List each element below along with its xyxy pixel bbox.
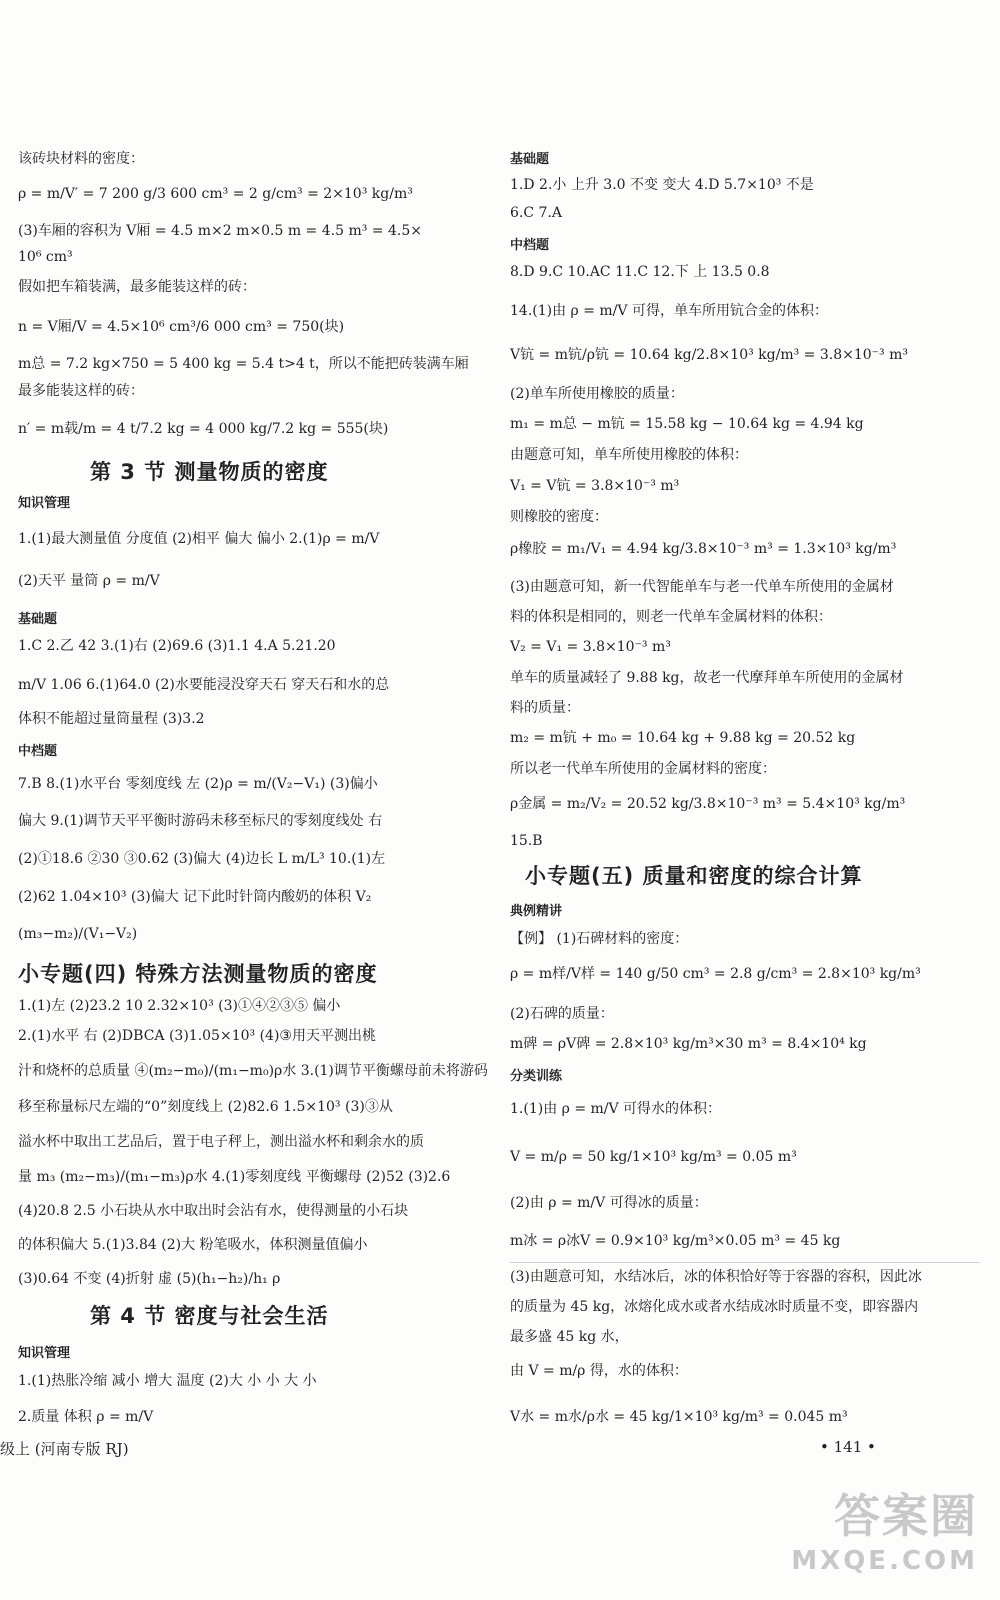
answer-line: 该砖块材料的密度：	[18, 151, 144, 167]
subsection-label: 中档题	[510, 238, 550, 253]
answer-line: 由题意可知，单车所使用橡胶的体积：	[510, 447, 748, 463]
answer-line: 2.质量 体积 ρ = m/V	[18, 1409, 154, 1425]
answer-line: m冰 = ρ冰V = 0.9×10³ kg/m³×0.05 m³ = 45 kg	[510, 1233, 841, 1249]
answer-line: V₂ = V₁ = 3.8×10⁻³ m³	[510, 639, 671, 655]
answer-line: 假如把车箱装满，最多能装这样的砖：	[18, 279, 256, 295]
answer-line: (m₃−m₂)/(V₁−V₂)	[18, 926, 138, 942]
section-heading: 第 3 节 测量物质的密度	[90, 460, 329, 484]
answer-line: ρ = m/V′ = 7 200 g/3 600 cm³ = 2 g/cm³ = 2×10³ kg/m³	[18, 186, 413, 202]
answer-line: m碑 = ρV碑 = 2.8×10³ kg/m³×30 m³ = 8.4×10⁴ kg	[510, 1036, 867, 1052]
answer-line: 量 m₃ (m₂−m₃)/(m₁−m₃)ρ水 4.(1)零刻度线 平衡螺母 (2)52 (3)2.6	[18, 1169, 451, 1185]
answer-line: (2)由 ρ = m/V 可得冰的质量：	[510, 1195, 708, 1211]
answer-line: 溢水杯中取出工艺品后，置于电子秤上，测出溢水杯和剩余水的质	[18, 1134, 424, 1150]
subsection-label: 典例精讲	[510, 904, 563, 919]
answer-line: V水 = m水/ρ水 = 45 kg/1×10³ kg/m³ = 0.045 m³	[510, 1409, 848, 1425]
answer-line: (2)62 1.04×10³ (3)偏大 记下此时针筒内酸奶的体积 V₂	[18, 889, 372, 905]
answer-line: 2.(1)水平 右 (2)DBCA (3)1.05×10³ (4)③用天平测出桃	[18, 1028, 376, 1044]
answer-line: (2)①18.6 ②30 ③0.62 (3)偏大 (4)边长 L m/L³ 10.(1)左	[18, 851, 386, 867]
answer-line: m/V 1.06 6.(1)64.0 (2)水要能浸没穿天石 穿天石和水的总	[18, 677, 390, 693]
subsection-label: 基础题	[510, 152, 550, 167]
answer-line: n′ = m载/m = 4 t/7.2 kg = 4 000 kg/7.2 kg = 555(块)	[18, 421, 389, 437]
answer-line: 1.(1)热胀冷缩 减小 增大 温度 (2)大 小 小 大 小	[18, 1373, 317, 1389]
answer-line: 移至称量标尺左端的“0”刻度线上 (2)82.6 1.5×10³ (3)③从	[18, 1099, 393, 1115]
answer-line: m₂ = m钪 + m₀ = 10.64 kg + 9.88 kg = 20.52 kg	[510, 730, 856, 746]
section-divider	[510, 1262, 980, 1263]
answer-line: 7.B 8.(1)水平台 零刻度线 左 (2)ρ = m/(V₂−V₁) (3)偏小	[18, 776, 378, 792]
answer-line: 1.D 2.小 上升 3.0 不变 变大 4.D 5.7×10³ 不是	[510, 177, 814, 193]
subsection-label: 知识管理	[18, 496, 71, 511]
answer-line: 料的体积是相同的，则老一代单车金属材料的体积：	[510, 609, 832, 625]
subsection-label: 基础题	[18, 612, 58, 627]
answer-line: (3)车厢的容积为 V厢 = 4.5 m×2 m×0.5 m = 4.5 m³ = 4.5×	[18, 223, 422, 239]
answer-line: 最多盛 45 kg 水，	[510, 1329, 629, 1345]
answer-line: n = V厢/V = 4.5×10⁶ cm³/6 000 cm³ = 750(块)	[18, 319, 345, 335]
answer-line: (3)由题意可知，新一代智能单车与老一代单车所使用的金属材	[510, 579, 894, 595]
answer-line: m₁ = m总 − m钪 = 15.58 kg − 10.64 kg = 4.94 kg	[510, 416, 864, 432]
answer-line: (3)0.64 不变 (4)折射 虚 (5)(h₁−h₂)/h₁ ρ	[18, 1271, 281, 1287]
page-number: • 141 •	[820, 1438, 876, 1456]
answer-line: 8.D 9.C 10.AC 11.C 12.下 上 13.5 0.8	[510, 264, 770, 280]
answer-line: 【例】 (1)石碑材料的密度：	[510, 931, 689, 947]
answer-line: (4)20.8 2.5 小石块从水中取出时会沾有水，使得测量的小石块	[18, 1203, 409, 1219]
answer-line: 单车的质量减轻了 9.88 kg，故老一代摩拜单车所使用的金属材	[510, 670, 904, 686]
answer-line: 1.(1)由 ρ = m/V 可得水的体积：	[510, 1101, 722, 1117]
answer-line: (2)石碑的质量：	[510, 1006, 614, 1022]
answer-line: 汁和烧杯的总质量 ④(m₂−m₀)/(m₁−m₀)ρ水 3.(1)调节平衡螺母前未将游码	[18, 1063, 488, 1079]
answer-line: ρ = m样/V样 = 140 g/50 cm³ = 2.8 g/cm³ = 2.8×10³ kg/m³	[510, 966, 921, 982]
answer-line: V₁ = V钪 = 3.8×10⁻³ m³	[510, 478, 680, 494]
answer-line: (2)单车所使用橡胶的质量：	[510, 386, 684, 402]
answer-line: 偏大 9.(1)调节天平平衡时游码未移至标尺的零刻度线处 右	[18, 813, 383, 829]
subsection-label: 中档题	[18, 744, 58, 759]
watermark-url: MXQE.COM	[791, 1546, 978, 1576]
answer-line: (2)天平 量筒 ρ = m/V	[18, 573, 160, 589]
answer-line: 1.C 2.乙 42 3.(1)右 (2)69.6 (3)1.1 4.A 5.21.20	[18, 638, 336, 654]
answer-line: V = m/ρ = 50 kg/1×10³ kg/m³ = 0.05 m³	[510, 1149, 797, 1165]
subsection-label: 知识管理	[18, 1346, 71, 1361]
answer-line: 体积不能超过量筒量程 (3)3.2	[18, 711, 205, 727]
answer-line: 料的质量：	[510, 700, 580, 716]
answer-line: ρ金属 = m₂/V₂ = 20.52 kg/3.8×10⁻³ m³ = 5.4×10³ kg/m³	[510, 796, 906, 812]
section-heading: 小专题(五) 质量和密度的综合计算	[525, 864, 863, 888]
watermark	[791, 1480, 978, 1576]
watermark-logo: 答案圈	[834, 1489, 978, 1543]
subsection-label: 分类训练	[510, 1069, 563, 1084]
answer-line: 的质量为 45 kg，冰熔化成水或者水结成冰时质量不变，即容器内	[510, 1299, 919, 1315]
answer-line: 1.(1)左 (2)23.2 10 2.32×10³ (3)①④②③⑤ 偏小	[18, 998, 341, 1014]
answer-line: m总 = 7.2 kg×750 = 5 400 kg = 5.4 t>4 t，所以不能把砖装满车厢	[18, 356, 469, 372]
section-heading: 第 4 节 密度与社会生活	[90, 1304, 329, 1328]
answer-line: 则橡胶的密度：	[510, 509, 608, 525]
footer-edition: 级上 (河南专版 RJ)	[0, 1440, 129, 1458]
answer-line: 1.(1)最大测量值 分度值 (2)相平 偏大 偏小 2.(1)ρ = m/V	[18, 531, 380, 547]
answer-line: (3)由题意可知，水结冰后，冰的体积恰好等于容器的容积，因此冰	[510, 1269, 922, 1285]
answer-line: ρ橡胶 = m₁/V₁ = 4.94 kg/3.8×10⁻³ m³ = 1.3×10³ kg/m³	[510, 541, 897, 557]
answer-line: 14.(1)由 ρ = m/V 可得，单车所用钪合金的体积：	[510, 303, 828, 319]
answer-line: 由 V = m/ρ 得，水的体积：	[510, 1363, 688, 1379]
answer-line: 6.C 7.A	[510, 205, 562, 221]
answer-line: 最多能装这样的砖：	[18, 383, 144, 399]
answer-line: 15.B	[510, 833, 543, 849]
answer-line: V钪 = m钪/ρ钪 = 10.64 kg/2.8×10³ kg/m³ = 3.8×10⁻³ m³	[510, 347, 908, 363]
section-heading: 小专题(四) 特殊方法测量物质的密度	[18, 962, 378, 986]
answer-line: 所以老一代单车所使用的金属材料的密度：	[510, 761, 776, 777]
answer-line: 10⁶ cm³	[18, 249, 73, 265]
answer-line: 的体积偏大 5.(1)3.84 (2)大 粉笔吸水，体积测量值偏小	[18, 1237, 368, 1253]
